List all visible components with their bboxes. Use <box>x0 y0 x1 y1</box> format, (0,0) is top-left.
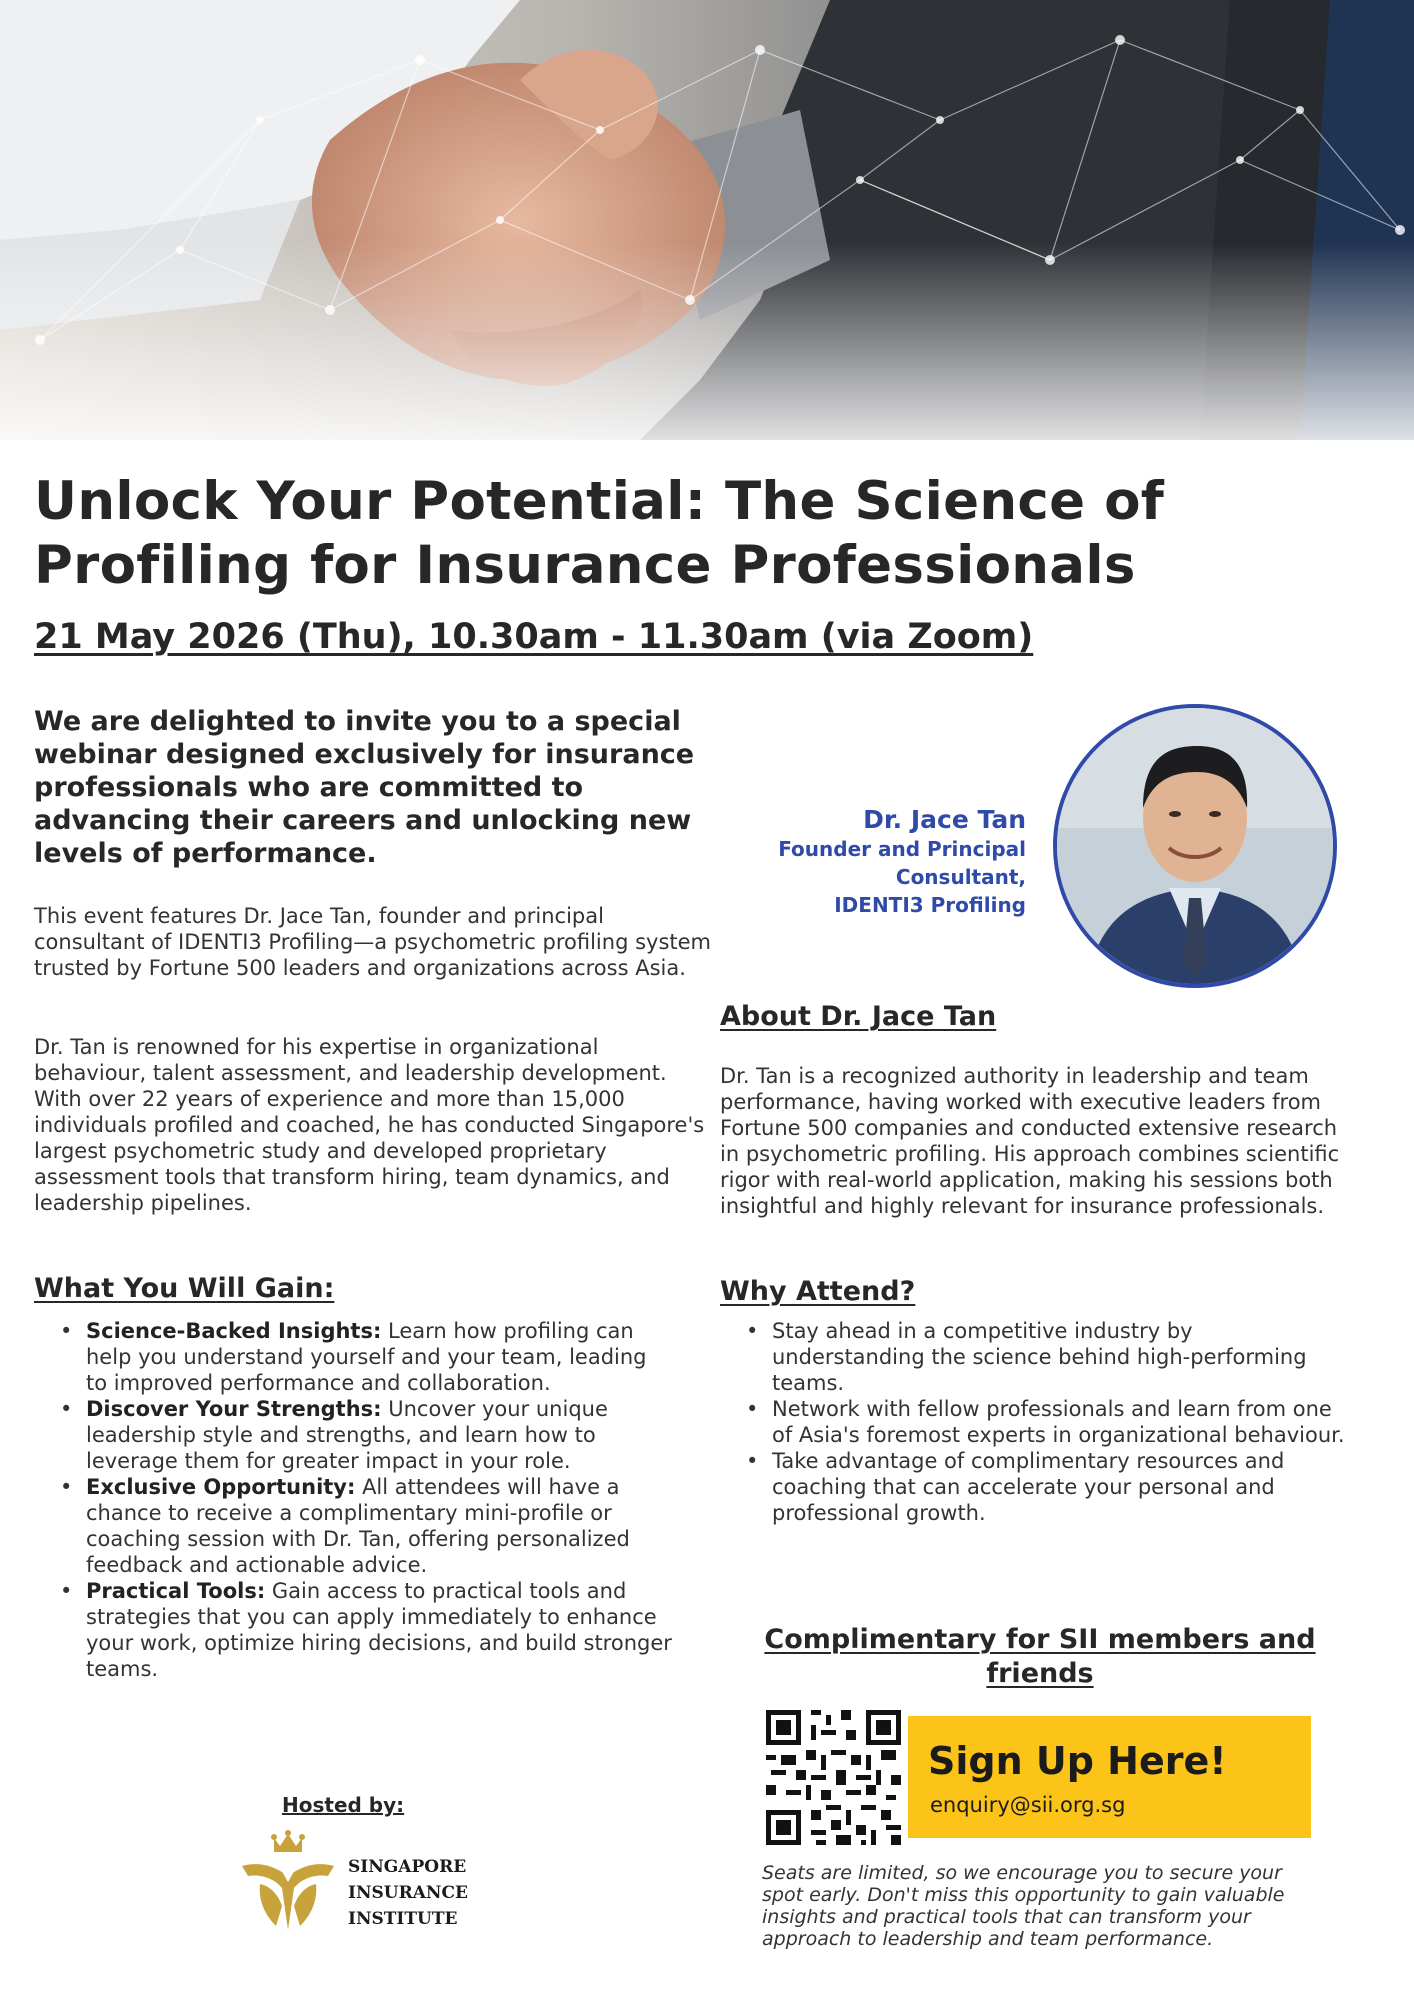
gain-item: • Practical Tools: Gain access to practical tools and strategies that you can apply immediately to enhance your work, optimize hiring decisions, and build stronger teams. <box>60 1579 672 1681</box>
sii-logo-icon <box>236 1830 346 1940</box>
gain-item: • Discover Your Strengths: Uncover your unique leadership style and strengths, and learn how to leverage them for greater impact in your role. <box>60 1397 608 1473</box>
contact-email[interactable]: enquiry@sii.org.sg <box>930 1793 1126 1817</box>
host-name-line: INSTITUTE <box>348 1909 458 1929</box>
hero-handshake-image <box>0 0 1414 440</box>
gain-item: • Science-Backed Insights: Learn how profiling can help you understand yourself and your team, leading to improved performance and collaboration. <box>60 1319 647 1395</box>
gain-heading: What You Will Gain: <box>34 1273 335 1304</box>
complimentary-heading: Complimentary for SII members and friends <box>764 1624 1316 1689</box>
gain-list <box>34 1318 674 1682</box>
gain-item-label: Science-Backed Insights: <box>86 1319 382 1343</box>
why-item: • Take advantage of complimentary resources and coaching that can accelerate your personal and professional growth. <box>746 1449 1285 1525</box>
gain-item-text: All attendees will have a chance to receive a complimentary mini-profile or coaching session with Dr. Tan, offering personalized feedback and actionable advice. <box>86 1475 630 1577</box>
gain-item-label: Discover Your Strengths: <box>86 1397 382 1421</box>
intro-text: We are delighted to invite you to a special webinar designed exclusively for insurance professionals who are committed to advancing their careers and unlocking new levels of performance. <box>34 706 695 869</box>
speaker-role: Consultant, <box>895 865 1026 889</box>
event-date: 21 May 2026 (Thu), 10.30am - 11.30am (via Zoom) <box>34 617 1034 657</box>
host-name-line: INSURANCE <box>348 1883 468 1903</box>
hosted-by-label: Hosted by: <box>282 1793 405 1817</box>
about-heading: About Dr. Jace Tan <box>720 1001 997 1032</box>
seats-note: Seats are limited, so we encourage you to secure your spot early. Don't miss this opportunity to gain valuable insights and practical tools that can transform your approach to leadership and team performance. <box>762 1862 1285 1950</box>
why-item: • Network with fellow professionals and learn from one of Asia's foremost experts in organizational behaviour. <box>746 1397 1345 1447</box>
why-item: • Stay ahead in a competitive industry by understanding the science behind high-performing teams. <box>746 1319 1307 1395</box>
why-item-text: Take advantage of complimentary resources and coaching that can accelerate your personal and professional growth. <box>772 1449 1285 1525</box>
gain-item-text: Gain access to practical tools and strategies that you can apply immediately to enhance your work, optimize hiring decisions, and build stronger teams. <box>86 1579 672 1681</box>
host-name <box>348 1854 468 1932</box>
speaker-photo <box>1053 704 1337 988</box>
page-title: Unlock Your Potential: The Science of Profiling for Insurance Professionals <box>34 471 1165 596</box>
gain-item: • Exclusive Opportunity: All attendees will have a chance to receive a complimentary mini-profile or coaching session with Dr. Tan, offering personalized feedback and actionable advice. <box>60 1475 630 1577</box>
speaker-role: Founder and Principal <box>778 837 1026 861</box>
why-item-text: Stay ahead in a competitive industry by understanding the science behind high-performing teams. <box>772 1319 1307 1395</box>
host-name-line: SINGAPORE <box>348 1857 467 1877</box>
gain-item-label: Exclusive Opportunity: <box>86 1475 356 1499</box>
qr-code[interactable] <box>766 1710 901 1845</box>
why-item-text: Network with fellow professionals and learn from one of Asia's foremost experts in organizational behaviour. <box>772 1397 1345 1447</box>
why-list <box>720 1318 1350 1526</box>
gain-item-label: Practical Tools: <box>86 1579 266 1603</box>
paragraph-bio: Dr. Tan is renowned for his expertise in organizational behaviour, talent assessment, and leadership development. With over 22 years of experience and more than 15,000 individuals profiled and coached, he has conducted Singapore's largest psychometric study and developed proprietary assessment tools that transform hiring, team dynamics, and leadership pipelines. <box>34 1035 705 1215</box>
speaker-card <box>778 805 1026 919</box>
speaker-name: Dr. Jace Tan <box>863 805 1026 834</box>
signup-box[interactable] <box>908 1716 1311 1838</box>
gain-item-text: Learn how profiling can help you understand yourself and your team, leading to improved performance and collaboration. <box>86 1319 647 1395</box>
why-heading: Why Attend? <box>720 1276 916 1307</box>
signup-button[interactable]: Sign Up Here! <box>928 1739 1227 1783</box>
about-text: Dr. Tan is a recognized authority in leadership and team performance, having worked with executive leaders from Fortune 500 companies and conducted extensive research in psychometric profiling. His approach combines scientific rigor with real-world application, making his sessions both insightful and highly relevant for insurance professionals. <box>720 1064 1340 1218</box>
speaker-role: IDENTI3 Profiling <box>834 893 1026 917</box>
paragraph-event: This event features Dr. Jace Tan, founder and principal consultant of IDENTI3 Profiling—a psychometric profiling system trusted by Fortune 500 leaders and organizations across Asia. <box>34 904 712 980</box>
gain-item-text: Uncover your unique leadership style and strengths, and learn how to leverage them for greater impact in your role. <box>86 1397 608 1473</box>
